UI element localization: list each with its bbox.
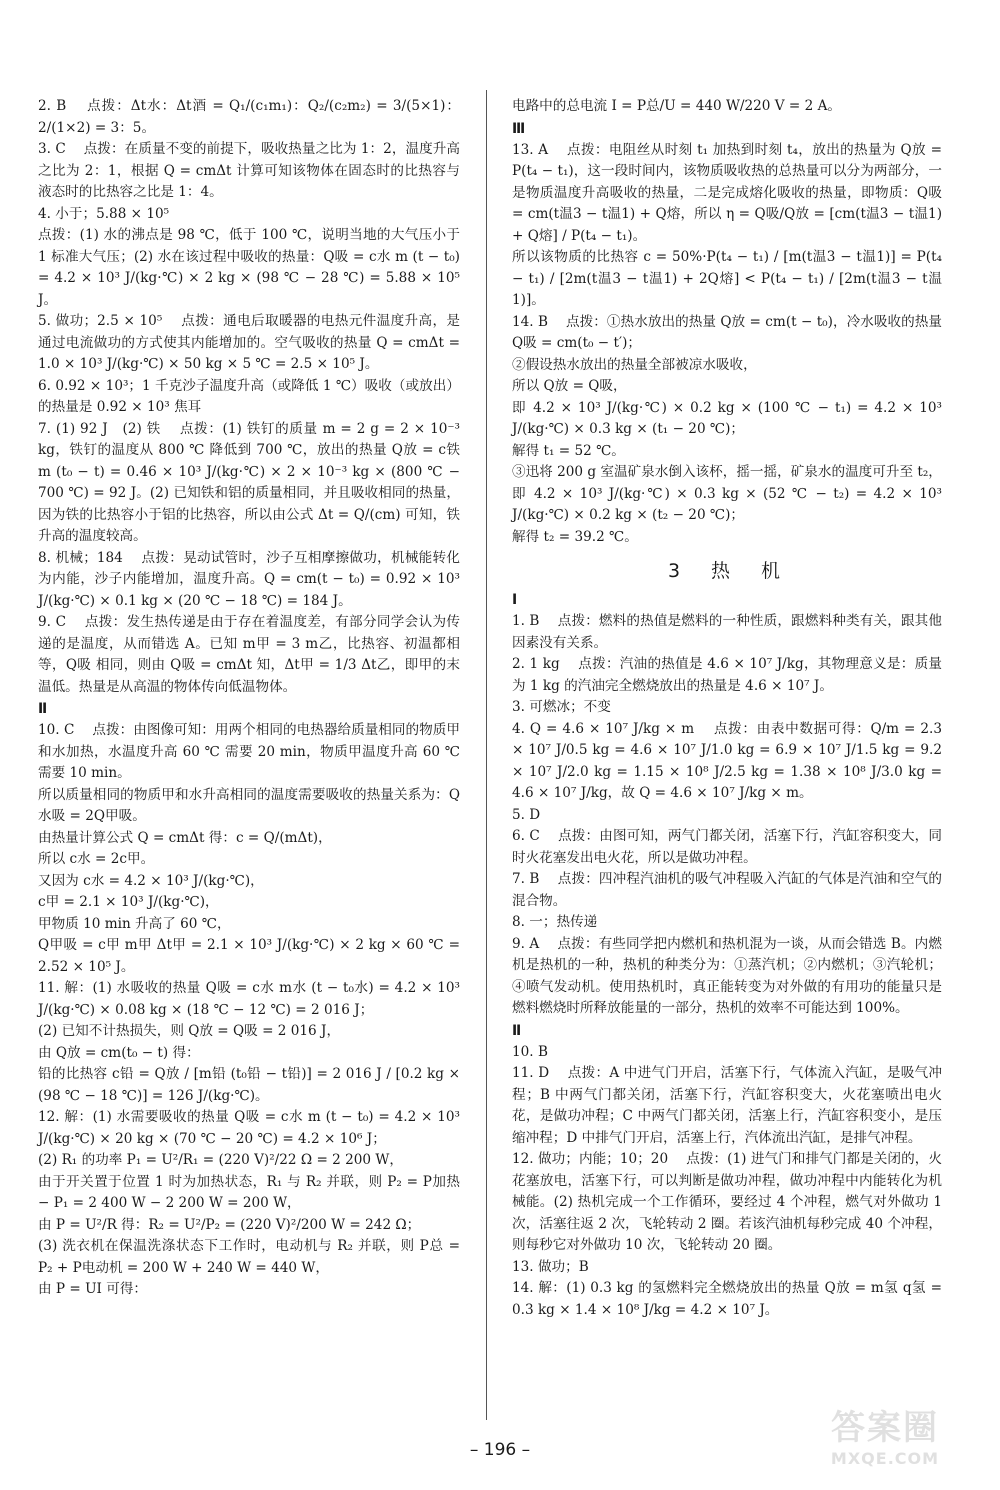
answer-paragraph: 6. C 点拨：由图可知，两气门都关闭，活塞下行，汽缸容积变大，同时火花塞发出电火花，所以是做功冲程。 bbox=[512, 828, 942, 866]
answer-paragraph: 2. B 点拨：Δt水：Δt酒 = Q₁/(c₁m₁)：Q₂/(c₂m₂) = 3/(5×1)：2/(1×2) = 3：5。 bbox=[38, 98, 460, 136]
answer-paragraph: 7. (1) 92 J (2) 铁 点拨：(1) 铁钉的质量 m = 2 g = 2 × 10⁻³ kg，铁钉的温度从 800 ℃ 降低到 700 ℃，放出的热量 Q放 = c铁 m (t₀ − t) = 0.46 × 10³ J/(kg·℃) × 2 × 10⁻³ kg × (800 ℃ − 700 ℃) = 92 J。(2) 已知铁和铝的质量相同，并且吸收相同的热量，因为铁的比热容小于铝的比热容，所以由公式 Δt = Q/(cm) 可知，铁升高的温度较高。 bbox=[38, 420, 460, 544]
answer-paragraph: 解得 t₂ = 39.2 ℃。 bbox=[512, 528, 638, 545]
answer-paragraph: 5. 做功；2.5 × 10⁵ 点拨：通电后取暖器的电热元件温度升高，是通过电流做功的方式使其内能增加的。空气吸收的热量 Q = cmΔt = 1.0 × 10³ J/(kg·℃) × 50 kg × 5 ℃ = 2.5 × 10⁵ J。 bbox=[38, 313, 460, 372]
answer-paragraph: 点拨：(1) 水的沸点是 98 ℃，低于 100 ℃，说明当地的大气压小于 1 标准大气压；(2) 水在该过程中吸收的热量：Q吸 = c水 m (t − t₀) = 4.2 × 10³ J/(kg·℃) × 2 kg × (98 ℃ − 28 ℃) = 5.88 × 10⁵ J。 bbox=[38, 227, 460, 308]
level-marker: Ⅰ bbox=[512, 592, 517, 608]
right-column bbox=[512, 96, 942, 1321]
answer-paragraph: (3) 洗衣机在保温洗涤状态下工作时，电动机与 R₂ 并联，则 P总 = P₂ + P电动机 = 200 W + 240 W = 440 W， bbox=[38, 1238, 460, 1276]
answer-paragraph: 由热量计算公式 Q = cmΔt 得：c = Q/(mΔt)， bbox=[38, 829, 332, 846]
answer-paragraph: 2. 1 kg 点拨：汽油的热值是 4.6 × 10⁷ J/kg，其物理意义是：质量为 1 kg 的汽油完全燃烧放出的热量是 4.6 × 10⁷ J。 bbox=[512, 656, 942, 694]
answer-paragraph: ②假设热水放出的热量全部被凉水吸收， bbox=[512, 356, 757, 373]
level-marker: Ⅲ bbox=[512, 120, 525, 137]
answer-paragraph: 5. D bbox=[512, 806, 541, 823]
answer-paragraph: 7. B 点拨：四冲程汽油机的吸气冲程吸入汽缸的气体是汽油和空气的混合物。 bbox=[512, 871, 942, 909]
answer-paragraph: (2) R₁ 的功率 P₁ = U²/R₁ = (220 V)²/22 Ω = 2 200 W， bbox=[38, 1152, 403, 1168]
answer-paragraph: 11. 解：(1) 水吸收的热量 Q吸 = c水 m水 (t − t₀水) = 4.2 × 10³ J/(kg·℃) × 0.08 kg × (18 ℃ − 12 ℃) = 2 016 J； bbox=[38, 980, 460, 1018]
answer-paragraph: 由 Q放 = cm(t₀ − t) 得： bbox=[38, 1044, 200, 1061]
answer-paragraph: 13. 做功；B bbox=[512, 1258, 589, 1275]
answer-paragraph: 11. D 点拨：A 中进气门开启，活塞下行，气体流入汽缸，是吸气冲程；B 中两气门都关闭，活塞下行，汽缸容积变大，火花塞喷出电火花，是做功冲程；C 中两气门都关闭，活塞上行，汽缸容积变小，是压缩冲程；D 中排气门开启，活塞上行，汽体流出汽缸，是排气冲程。 bbox=[512, 1065, 942, 1146]
answer-paragraph: 所以 Q放 = Q吸， bbox=[512, 378, 627, 394]
answer-paragraph: 4. 小于；5.88 × 10⁵ bbox=[38, 205, 170, 222]
answer-paragraph: 12. 解：(1) 水需要吸收的热量 Q吸 = c水 m (t − t₀) = 4.2 × 10³ J/(kg·℃) × 20 kg × (70 ℃ − 20 ℃) = 4.2 × 10⁶ J； bbox=[38, 1109, 460, 1147]
answer-paragraph: 10. B bbox=[512, 1043, 548, 1060]
answer-paragraph: 1. B 点拨：燃料的热值是燃料的一种性质，跟燃料种类有关，跟其他因素没有关系。 bbox=[512, 613, 942, 651]
watermark-text: 答案圈 bbox=[831, 1408, 939, 1448]
answer-paragraph: 所以该物质的比热容 c = 50%·P(t₄ − t₁) / [m(t温3 − t温1)] = P(t₄ − t₁) / [2m(t温3 − t温1) + 2Q熔] < P(t₄ − t₁) / [2m(t温3 − t温1)]。 bbox=[512, 249, 942, 308]
answer-paragraph: 9. A 点拨：有些同学把内燃机和热机混为一谈，从而会错选 B。内燃机是热机的一种，热机的种类分为：①蒸汽机；②内燃机；③汽轮机；④喷气发动机。使用热机时，真正能转变为对外做的有用功的能量只是燃料燃烧时所释放能量的一部分，热机的效率不可能达到 100%。 bbox=[512, 935, 942, 1016]
answer-paragraph: 3. 可燃冰；不变 bbox=[512, 699, 611, 715]
answer-paragraph: 6. 0.92 × 10³；1 千克沙子温度升高（或降低 1 ℃）吸收（或放出）的热量是 0.92 × 10³ 焦耳 bbox=[38, 377, 460, 415]
answer-paragraph: Q甲吸 = c甲 m甲 Δt甲 = 2.1 × 10³ J/(kg·℃) × 2 kg × 60 ℃ = 2.52 × 10⁵ J。 bbox=[38, 937, 460, 975]
answer-paragraph: c甲 = 2.1 × 10³ J/(kg·℃)， bbox=[38, 894, 219, 910]
level-marker: Ⅱ bbox=[512, 1022, 521, 1039]
left-column bbox=[38, 96, 460, 1301]
answer-paragraph: 14. B 点拨：①热水放出的热量 Q放 = cm(t − t₀)，冷水吸收的热量 Q吸 = cm(t₀ − t′)； bbox=[512, 313, 942, 351]
answer-paragraph: 12. 做功；内能；10；20 点拨：(1) 进气门和排气门都是关闭的，火花塞放电，活塞下行，可以判断是做功冲程，做功冲程中内能转化为机械能。(2) 热机完成一个工作循环，要经过 4 个冲程，燃气对外做功 1 次，活塞往返 2 次，飞轮转动 2 圈。若该汽油机每秒完成 40 个冲程，则每秒它对外做功 10 次，飞轮转动 20 圈。 bbox=[512, 1151, 942, 1253]
section-title: 3 热 机 bbox=[667, 560, 787, 582]
answer-paragraph: 电路中的总电流 I = P总/U = 440 W/220 V = 2 A。 bbox=[512, 98, 842, 114]
answer-paragraph: 4. Q = 4.6 × 10⁷ J/kg × m 点拨：由表中数据可得：Q/m = 2.3 × 10⁷ J/0.5 kg = 4.6 × 10⁷ J/1.0 kg = 6.9 × 10⁷ J/1.5 kg = 9.2 × 10⁷ J/2.0 kg = 1.15 × 10⁸ J/2.5 kg = 1.38 × 10⁸ J/3.0 kg = 4.6 × 10⁷ J/kg，故 Q = 4.6 × 10⁷ J/kg × m。 bbox=[512, 720, 942, 801]
watermark-logo bbox=[800, 1400, 970, 1470]
column-divider bbox=[486, 90, 487, 1420]
answer-paragraph: 即 4.2 × 10³ J/(kg·℃) × 0.2 kg × (100 ℃ − t₁) = 4.2 × 10³ J/(kg·℃) × 0.3 kg × (t₁ − 20 ℃)； bbox=[512, 399, 942, 437]
answer-paragraph: 由于开关置于位置 1 时为加热状态，R₁ 与 R₂ 并联，则 P₂ = P加热 − P₁ = 2 400 W − 2 200 W = 200 W， bbox=[38, 1173, 460, 1211]
answer-paragraph: 即 4.2 × 10³ J/(kg·℃) × 0.3 kg × (52 ℃ − t₂) = 4.2 × 10³ J/(kg·℃) × 0.2 kg × (t₂ − 20 ℃)； bbox=[512, 485, 942, 523]
answer-paragraph: 由 P = UI 可得： bbox=[38, 1281, 148, 1297]
answer-paragraph: 所以质量相同的物质甲和水升高相同的温度需要吸收的热量关系为：Q水吸 = 2Q甲吸。 bbox=[38, 786, 460, 824]
answer-paragraph: 又因为 c水 = 4.2 × 10³ J/(kg·℃)， bbox=[38, 872, 264, 889]
level-marker: Ⅱ bbox=[38, 701, 47, 717]
answer-paragraph: 3. C 点拨：在质量不变的前提下，吸收热量之比为 1：2，温度升高之比为 2：1，根据 Q = cmΔt 计算可知该物体在固态时的比热容与液态时的比热容之比是 1：4。 bbox=[38, 141, 460, 200]
answer-paragraph: 所以 c水 = 2c甲。 bbox=[38, 851, 155, 867]
answer-paragraph: 甲物质 10 min 升高了 60 ℃， bbox=[38, 915, 231, 932]
answer-paragraph: 铅的比热容 c铅 = Q放 / [m铅 (t₀铅 − t铅)] = 2 016 J / [0.2 kg × (98 ℃ − 18 ℃)] = 126 J/(kg·℃)。 bbox=[38, 1066, 460, 1104]
answer-paragraph: 由 P = U²/R 得：R₂ = U²/P₂ = (220 V)²/200 W = 242 Ω； bbox=[38, 1216, 421, 1233]
watermark-url: MXQE.COM bbox=[830, 1449, 940, 1468]
answer-paragraph: 8. 机械；184 点拨：晃动试管时，沙子互相摩擦做功，机械能转化为内能，沙子内能增加，温度升高。Q = cm(t − t₀) = 0.92 × 10³ J/(kg·℃) × 0.1 kg × (20 ℃ − 18 ℃) = 184 J。 bbox=[38, 549, 460, 609]
answer-paragraph: 10. C 点拨：由图像可知：用两个相同的电热器给质量相同的物质甲和水加热，水温度升高 60 ℃ 需要 20 min，物质甲温度升高 60 ℃ 需要 10 min。 bbox=[38, 722, 460, 781]
answer-paragraph: 13. A 点拨：电阻丝从时刻 t₁ 加热到时刻 t₄，放出的热量为 Q放 = P(t₄ − t₁)，这一段时间内，该物质吸收热的总热量可以分为两部分，一是物质温度升高吸收的热量，二是完成熔化吸收的热量，即物质：Q吸 = cm(t温3 − t温1) + Q熔，所以 η = Q吸/Q放 = [cm(t温3 − t温1) + Q熔] / P(t₄ − t₁)。 bbox=[512, 141, 942, 244]
page-number: – 196 – bbox=[469, 1440, 531, 1460]
answer-paragraph: 8. 一；热传递 bbox=[512, 914, 598, 930]
answer-paragraph: 解得 t₁ = 52 ℃。 bbox=[512, 442, 625, 459]
answer-paragraph: ③迅将 200 g 室温矿泉水倒入该杯，摇一摇，矿泉水的温度可升至 t₂， bbox=[512, 464, 942, 480]
answer-paragraph: 9. C 点拨：发生热传递是由于存在着温度差，有部分同学会认为传递的是温度，从而错选 A。已知 m甲 = 3 m乙，比热容、初温都相等，Q吸 相同，则由 Q吸 = cmΔt 知，Δt甲 = 1/3 Δt乙，即甲的末温低。热量是从高温的物体传向低温物体。 bbox=[38, 614, 460, 695]
answer-paragraph: 14. 解：(1) 0.3 kg 的氢燃料完全燃烧放出的热量 Q放 = m氢 q氢 = 0.3 kg × 1.4 × 10⁸ J/kg = 4.2 × 10⁷ J。 bbox=[512, 1280, 942, 1318]
answer-paragraph: (2) 已知不计热损失，则 Q放 = Q吸 = 2 016 J， bbox=[38, 1023, 341, 1039]
